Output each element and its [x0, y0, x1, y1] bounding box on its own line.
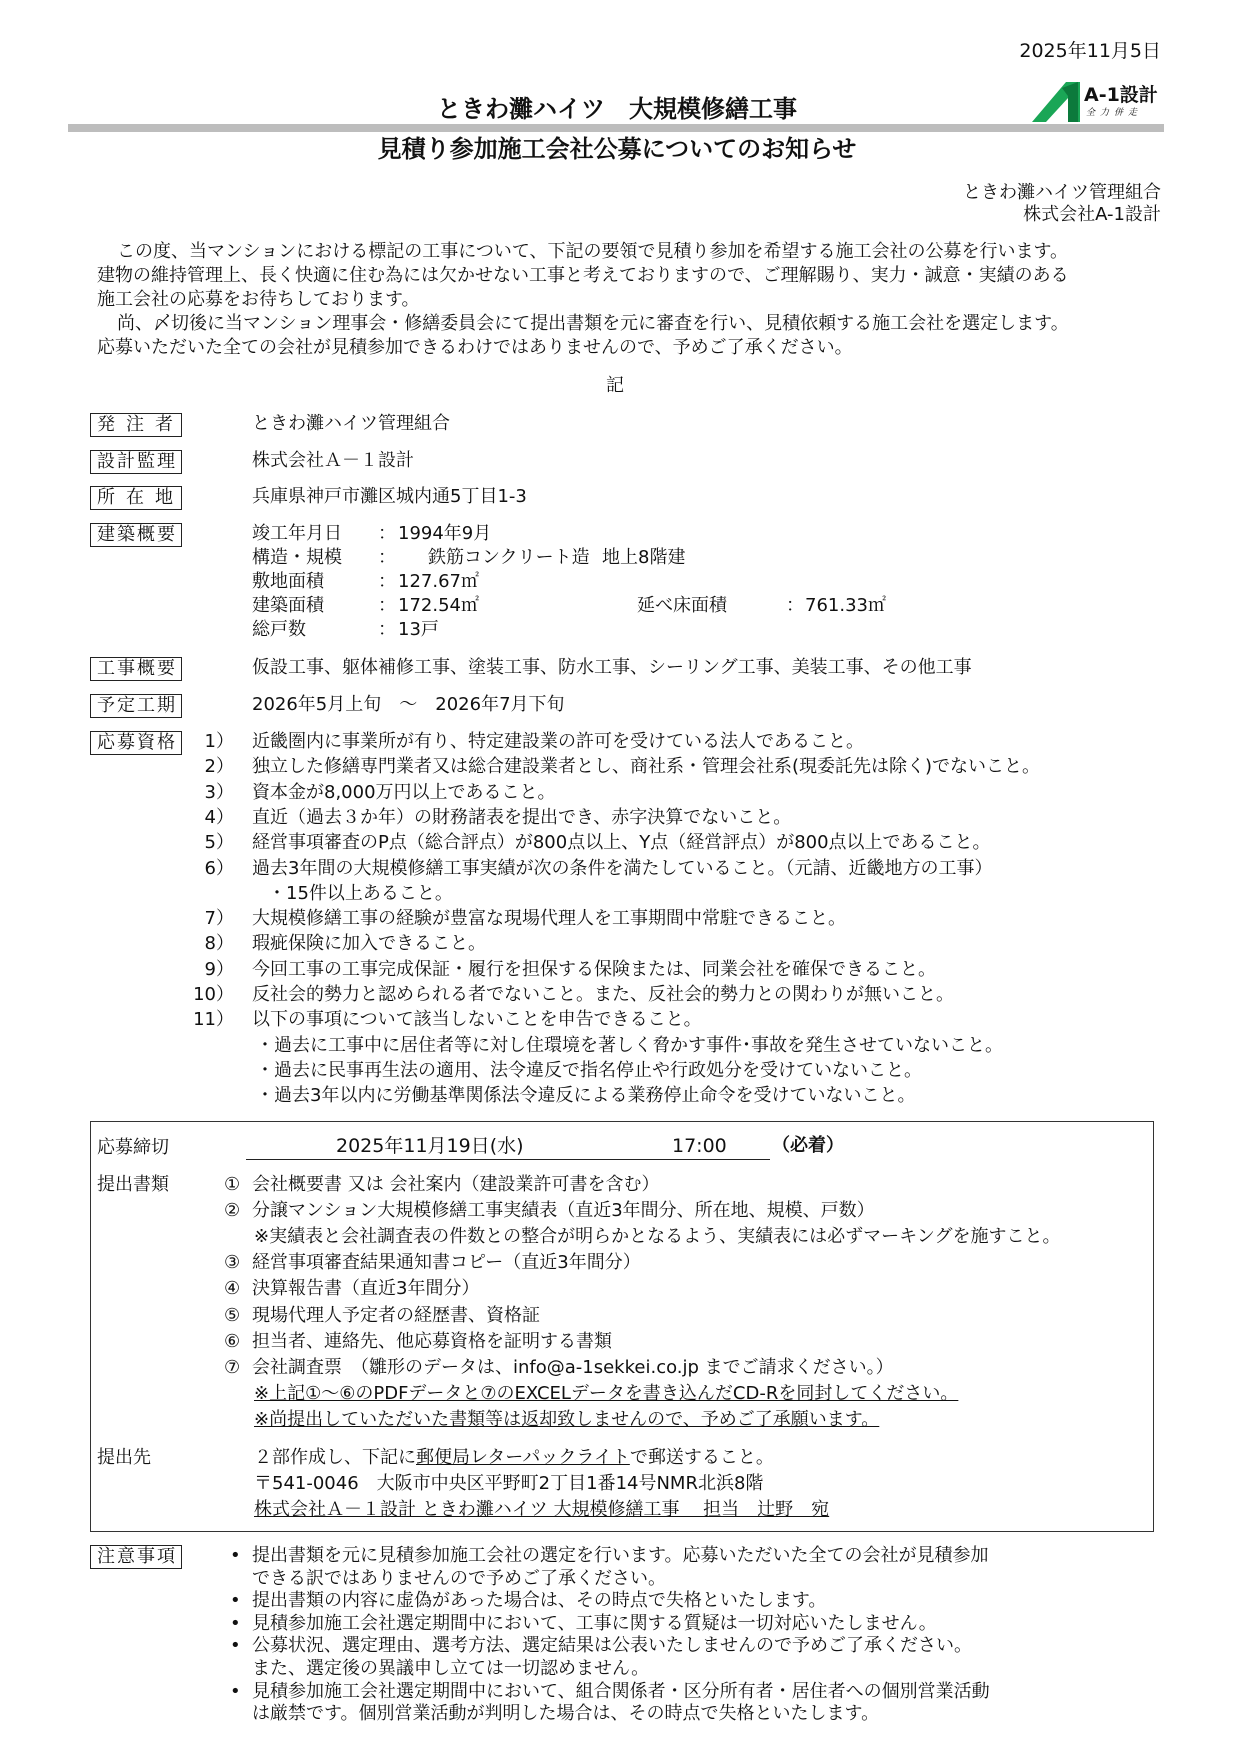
- value-supervisor: 株式会社Ａ－１設計: [252, 450, 414, 471]
- logo-tagline: 全力併走: [1086, 108, 1143, 118]
- note-item: 見積参加施工会社選定期間中において、組合関係者・区分所有者・居住者への個別営業活動: [252, 1680, 990, 1702]
- document-item: 担当者、連絡先、他応募資格を証明する書類: [252, 1330, 612, 1352]
- note-item: 提出書類の内容に虚偽があった場合は、その時点で失格といたします。: [252, 1590, 827, 1612]
- value-client: ときわ灘ハイツ管理組合: [252, 413, 450, 434]
- qualification-subitem: ・過去に工事中に居住者等に対し住環境を著しく脅かす事件･事故を発生させていないこと。: [256, 1034, 1003, 1056]
- qualification-number: 7）: [204, 908, 234, 930]
- colon: ：: [378, 547, 396, 568]
- qualification-item: 過去3年間の大規模修繕工事実績が次の条件を満たしていること。（元請、近畿地方の工事）: [252, 857, 993, 879]
- colon: ：: [378, 571, 396, 592]
- qualification-number: 6）: [204, 857, 234, 879]
- note-item: は厳禁です。個別営業活動が判明した場合は、その時点で失格といたします。: [252, 1703, 880, 1725]
- label-documents: 提出書類: [97, 1174, 169, 1195]
- bullet-icon: •: [230, 1545, 241, 1566]
- deadline-note: （必着）: [772, 1135, 844, 1156]
- intro-line: 応募いただいた全ての会社が見積参加できるわけではありませんので、予めご了承ください。: [97, 337, 853, 358]
- ki-heading: 記: [606, 375, 624, 396]
- building-key: 建築面積: [252, 595, 324, 616]
- building-key: 竣工年月日: [252, 523, 342, 544]
- destination-recipient: 株式会社Ａ－１設計 ときわ灘ハイツ 大規模修繕工事 担当 辻野 宛: [254, 1499, 830, 1520]
- document-item: 会社概要書 又は 会社案内（建設業許可書を含む）: [252, 1174, 660, 1195]
- qualification-number: 11）: [193, 1009, 234, 1031]
- title-rule: [68, 124, 1164, 132]
- letterpack-text: 郵便局レターパックライト: [416, 1447, 630, 1468]
- document-number: ⑤: [224, 1304, 241, 1326]
- qualification-number: 3）: [204, 781, 234, 803]
- qualification-item: 大規模修繕工事の経験が豊富な現場代理人を工事期間中常駐できること。: [252, 908, 846, 930]
- document-subtitle: 見積り参加施工会社公募についてのお知らせ: [377, 135, 857, 163]
- qualification-number: 5）: [204, 832, 234, 854]
- label-schedule: 予定工期: [90, 694, 182, 718]
- label-supervisor: 設計監理: [90, 450, 182, 474]
- building-key: 敷地面積: [252, 571, 324, 592]
- qualification-item: 資本金が8,000万円以上であること。: [252, 781, 556, 803]
- company-logo: [1032, 80, 1168, 124]
- text: ２部作成し、下記に: [254, 1447, 416, 1468]
- document-item: 会社調査票 （雛形のデータは、info@a-1sekkei.co.jp までご請求ください。）: [252, 1356, 894, 1378]
- note-item: 公募状況、選定理由、選考方法、選定結果は公表いたしませんので予めご了承ください。: [252, 1635, 972, 1657]
- value-works: 仮設工事、躯体補修工事、塗装工事、防水工事、シーリング工事、美装工事、その他工事: [252, 657, 972, 678]
- document-number: ⑥: [224, 1330, 241, 1352]
- logo-text: A-1設計: [1084, 84, 1158, 106]
- building-value: 172.54㎡: [398, 595, 479, 616]
- qualification-item: 独立した修繕専門業者又は総合建設業者とし、商社系・管理会社系(現委託先は除く)でないこと。: [252, 756, 1041, 778]
- document-item: 分譲マンション大規模修繕工事実績表（直近3年間分、所在地、規模、戸数）: [252, 1200, 875, 1222]
- intro-line: 施工会社の応募をお待ちしております。: [97, 289, 420, 310]
- qualification-number: 4）: [204, 806, 234, 828]
- document-item: 決算報告書（直近3年間分）: [252, 1278, 480, 1300]
- document-number: ⑦: [224, 1356, 241, 1378]
- note-item: また、選定後の異議申し立ては一切認めません。: [252, 1658, 650, 1679]
- document-important-note: ※上記①～⑥のPDFデータと⑦のEXCELデータを書き込んだCD-Rを同封してください。: [254, 1382, 959, 1404]
- bullet-icon: •: [230, 1590, 241, 1612]
- document-note: ※実績表と会社調査表の件数との整合が明らかとなるよう、実績表には必ずマーキングを施すこと。: [254, 1226, 1061, 1248]
- document-number: ②: [224, 1200, 241, 1222]
- qualification-item: 経営事項審査のP点（総合評点）が800点以上、Y点（経営評点）が800点以上であること。: [252, 832, 991, 854]
- bullet-icon: •: [230, 1635, 241, 1657]
- document-number: ③: [224, 1252, 241, 1274]
- value-location: 兵庫県神戸市灘区城内通5丁目1-3: [252, 486, 527, 507]
- qualification-item: 瑕疵保険に加入できること。: [252, 933, 486, 955]
- issuer-association: ときわ灘ハイツ管理組合: [963, 182, 1161, 203]
- building-key: 延べ床面積: [637, 595, 727, 616]
- qualification-item: 以下の事項について該当しないことを申告できること。: [252, 1009, 702, 1031]
- label-location: 所在地: [90, 486, 182, 510]
- label-works: 工事概要: [90, 657, 182, 681]
- qualification-number: 1）: [204, 731, 234, 752]
- qualification-number: 8）: [204, 933, 234, 955]
- building-value: 13戸: [398, 619, 439, 640]
- document-item: 経営事項審査結果通知書コピー（直近3年間分）: [252, 1252, 641, 1274]
- intro-line: この度、当マンションにおける標記の工事について、下記の要領で見積り参加を希望する施工会社の公募を行います。: [117, 241, 1069, 262]
- building-value: 1994年9月: [398, 523, 492, 544]
- building-key: 構造・規模: [252, 547, 342, 568]
- note-item: できる訳ではありませんので予めご了承ください。: [252, 1567, 666, 1589]
- colon: ：: [378, 523, 396, 544]
- deadline-date: 2025年11月19日(水): [336, 1135, 524, 1157]
- bullet-icon: •: [230, 1612, 241, 1634]
- value-schedule: 2026年5月上旬 ～ 2026年7月下旬: [252, 694, 565, 715]
- deadline-underline: [246, 1159, 770, 1160]
- qualification-subitem: ・過去に民事再生法の適用、法令違反で指名停止や行政処分を受けていないこと。: [256, 1059, 922, 1081]
- colon: ：: [378, 595, 396, 616]
- qualification-item: 直近（過去３か年）の財務諸表を提出でき、赤字決算でないこと。: [252, 806, 792, 828]
- document-item: 現場代理人予定者の経歴書、資格証: [252, 1304, 540, 1326]
- destination-address: 〒541-0046 大阪市中央区平野町2丁目1番14号NMR北浜8階: [254, 1473, 764, 1494]
- label-building: 建築概要: [90, 523, 182, 547]
- intro-line: 建物の維持管理上、長く快適に住む為には欠かせない工事と考えておりますので、ご理解賜り、実力・誠意・実績のある: [97, 265, 1069, 286]
- building-value: 地上8階建: [602, 547, 686, 568]
- note-item: 見積参加施工会社選定期間中において、工事に関する質疑は一切対応いたしません。: [252, 1612, 937, 1634]
- building-value: 鉄筋コンクリート造: [428, 547, 590, 568]
- label-notes: 注意事項: [90, 1545, 182, 1569]
- label-client: 発注者: [90, 413, 182, 437]
- issuer-company: 株式会社A-1設計: [1023, 204, 1161, 225]
- colon: ：: [786, 595, 804, 616]
- qualification-item: 今回工事の工事完成保証・履行を担保する保険または、同業会社を確保できること。: [252, 958, 936, 980]
- document-title: ときわ灘ハイツ 大規模修繕工事: [437, 95, 797, 123]
- label-qualifications: 応募資格: [90, 731, 182, 755]
- label-deadline: 応募締切: [97, 1137, 169, 1158]
- qualification-subitem: ・過去3年以内に労働基準関係法令違反による業務停止命令を受けていないこと。: [256, 1085, 916, 1107]
- qualification-item: 近畿圏内に事業所が有り、特定建設業の許可を受けている法人であること。: [252, 731, 864, 752]
- building-value: 761.33㎡: [805, 595, 886, 616]
- a1-logo-mark-icon: [1032, 80, 1080, 122]
- intro-line: 尚、〆切後に当マンション理事会・修繕委員会にて提出書類を元に審査を行い、見積依頼する施工会社を選定します。: [117, 313, 1069, 334]
- qualification-subitem: ・15件以上あること。: [268, 882, 453, 904]
- text: で郵送すること。: [629, 1447, 774, 1468]
- issue-date: 2025年11月5日: [1019, 40, 1161, 62]
- deadline-time: 17:00: [672, 1135, 727, 1157]
- document-number: ①: [224, 1174, 241, 1195]
- building-value: 127.67㎡: [398, 571, 479, 592]
- document-number: ④: [224, 1278, 241, 1300]
- document-important-note: ※尚提出していただいた書類等は返却致しませんので、予めご了承願います。: [254, 1408, 880, 1430]
- qualification-number: 10）: [193, 984, 234, 1005]
- label-destination: 提出先: [97, 1447, 151, 1468]
- note-item: 提出書類を元に見積参加施工会社の選定を行います。応募いただいた全ての会社が見積参加: [252, 1545, 989, 1566]
- qualification-item: 反社会的勢力と認められる者でないこと。また、反社会的勢力との関わりが無いこと。: [252, 984, 954, 1005]
- qualification-number: 9）: [204, 958, 234, 980]
- bullet-icon: •: [230, 1680, 241, 1702]
- qualification-number: 2）: [204, 756, 234, 778]
- colon: ：: [378, 619, 396, 640]
- building-key: 総戸数: [252, 619, 306, 640]
- destination-instruction: [254, 1447, 774, 1469]
